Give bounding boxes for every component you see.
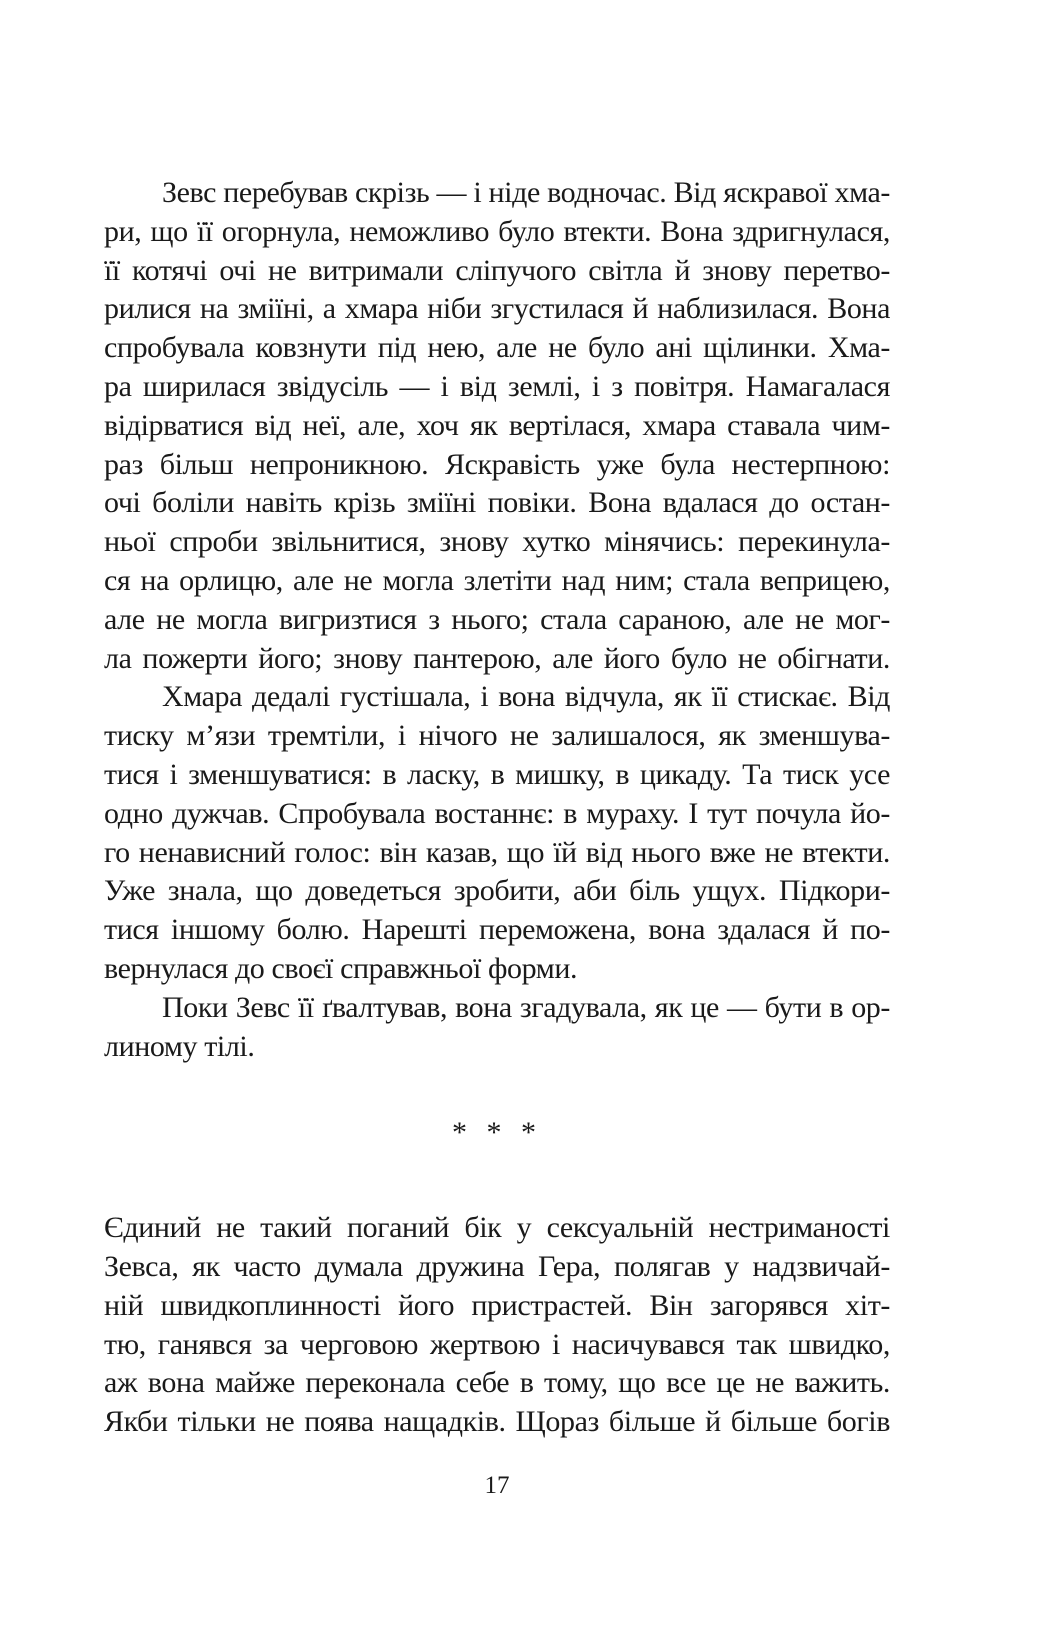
text-line: тиску м’язи тремтіли, і нічого не залишалося, як зменшува- <box>104 719 890 753</box>
text-line: ся на орлицю, але не могла злетіти над ним; стала веприцею, <box>104 563 890 597</box>
text-line: Зевса, як часто думала дружина Гера, полягав у надзвичай- <box>104 1249 890 1283</box>
text-line: го ненависний голос: він казав, що їй від нього вже не втекти. <box>104 835 890 869</box>
text-line: тися і зменшуватися: в ласку, в мишку, в цикаду. Та тиск усе <box>104 757 890 791</box>
text-line: ла пожерти його; знову пантерою, але його було не обігнати. <box>104 641 890 675</box>
text-line: рилися на зміїні, а хмара ніби згустилася й наблизилася. Вона <box>104 292 890 326</box>
text-line: Єдиний не такий поганий бік у сексуальній нестриманості <box>104 1211 890 1245</box>
text-line: ньої спроби звільнитися, знову хутко мінячись: перекинула- <box>104 525 890 559</box>
page-number: 17 <box>484 1472 510 1499</box>
text-line: але не могла вигризтися з нього; стала сараною, але не мог- <box>104 602 890 636</box>
text-line: ній швидкоплинності його пристрастей. Він загорявся хіт- <box>104 1288 890 1322</box>
text-line: вернулася до своєї справжньої форми. <box>104 951 578 985</box>
text-line: її котячі очі не витримали сліпучого світла й знову перетво- <box>104 253 890 287</box>
text-line: линому тілі. <box>104 1029 255 1063</box>
text-line: Уже знала, що доведеться зробити, аби біль ущух. Підкори- <box>104 874 890 908</box>
text-line: ра ширилася звідусіль — і від землі, і з повітря. Намагалася <box>104 369 890 403</box>
text-line: Поки Зевс її ґвалтував, вона згадувала, як це — бути в ор- <box>162 990 890 1024</box>
text-line: Зевс перебував скрізь — і ніде водночас. Від яскравої хма- <box>162 176 890 209</box>
text-line: тися іншому болю. Нарешті переможена, вона здалася й по- <box>104 913 890 947</box>
text-line: тю, ганявся за черговою жертвою і насичувався так швидко, <box>104 1327 890 1361</box>
text-line: аж вона майже переконала себе в тому, що все це не важить. <box>104 1366 890 1400</box>
text-line: раз більш непроникною. Яскравість уже була нестерпною: <box>104 447 890 481</box>
text-line: ри, що її огорнула, неможливо було втекти. Вона здригнулася, <box>104 214 890 248</box>
text-line: одно дужчав. Спробувала востаннє: в мураху. І тут почула йо- <box>104 796 890 830</box>
text-line: Хмара дедалі густішала, і вона відчула, як її стискає. Від <box>162 680 890 714</box>
text-line: очі боліли навіть крізь зміїні повіки. Вона вдалася до остан- <box>104 486 890 520</box>
text-block <box>104 174 890 1442</box>
text-line: Якби тільки не поява нащадків. Щораз більше й більше богів <box>104 1405 890 1439</box>
text-line: відірватися від неї, але, хоч як вертілася, хмара ставала чим- <box>104 408 890 442</box>
text-line: спробувала ковзнути під нею, але не було ані щілинки. Хма- <box>104 331 890 365</box>
section-separator: * * * <box>452 1116 542 1150</box>
